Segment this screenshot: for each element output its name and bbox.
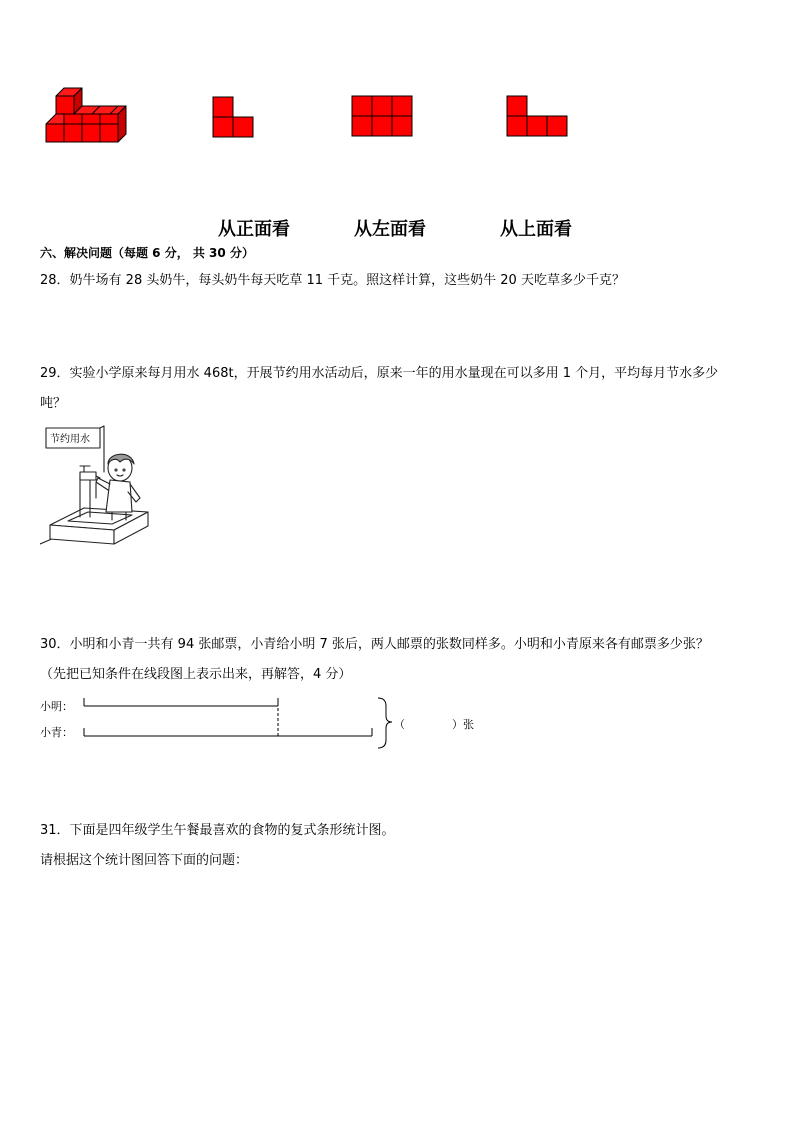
view-label-top: 从上面看: [500, 219, 572, 240]
answer-blank[interactable]: [410, 716, 454, 732]
water-saving-illustration: [40, 420, 160, 550]
cube-stack-3d-figure: [40, 84, 130, 148]
segment-diagram: [78, 692, 398, 752]
question-31-line1: 31．下面是四年级学生午餐最喜欢的食物的复式条形统计图。: [40, 823, 395, 838]
view-label-front: 从正面看: [218, 219, 290, 240]
question-30-line1: 30．小明和小青一共有 94 张邮票，小青给小明 7 张后，两人邮票的张数同样多。小明和小青原来各有邮票多少张？: [40, 637, 709, 652]
section-title: 六、解决问题（每题 6 分， 共 30 分）: [40, 246, 254, 260]
question-29-line1: 29．实验小学原来每月用水 468t，开展节约用水活动后，原来一年的用水量现在可以多用 1 个月，平均每月节水多少: [40, 366, 719, 381]
water-saving-sign-text: 节约用水: [50, 434, 90, 445]
cube-view-l-small: [212, 96, 256, 140]
answer-bracket-left: （: [394, 718, 405, 731]
question-30-line2: （先把已知条件在线段图上表示出来，再解答，4 分）: [40, 667, 352, 682]
label-xiaoqing: 小青：: [40, 726, 73, 739]
question-28: 28．奶牛场有 28 头奶牛，每头奶牛每天吃草 11 千克。照这样计算，这些奶牛 20 天吃草多少千克？: [40, 273, 625, 288]
answer-bracket-right: ）张: [452, 718, 474, 731]
view-label-left: 从左面看: [354, 219, 426, 240]
question-31-line2: 请根据这个统计图回答下面的问题：: [40, 853, 249, 868]
cube-view-rect: [351, 95, 415, 139]
question-29-line2: 吨？: [40, 396, 67, 411]
label-xiaoming: 小明：: [40, 700, 73, 713]
cube-view-l-long: [506, 95, 570, 139]
